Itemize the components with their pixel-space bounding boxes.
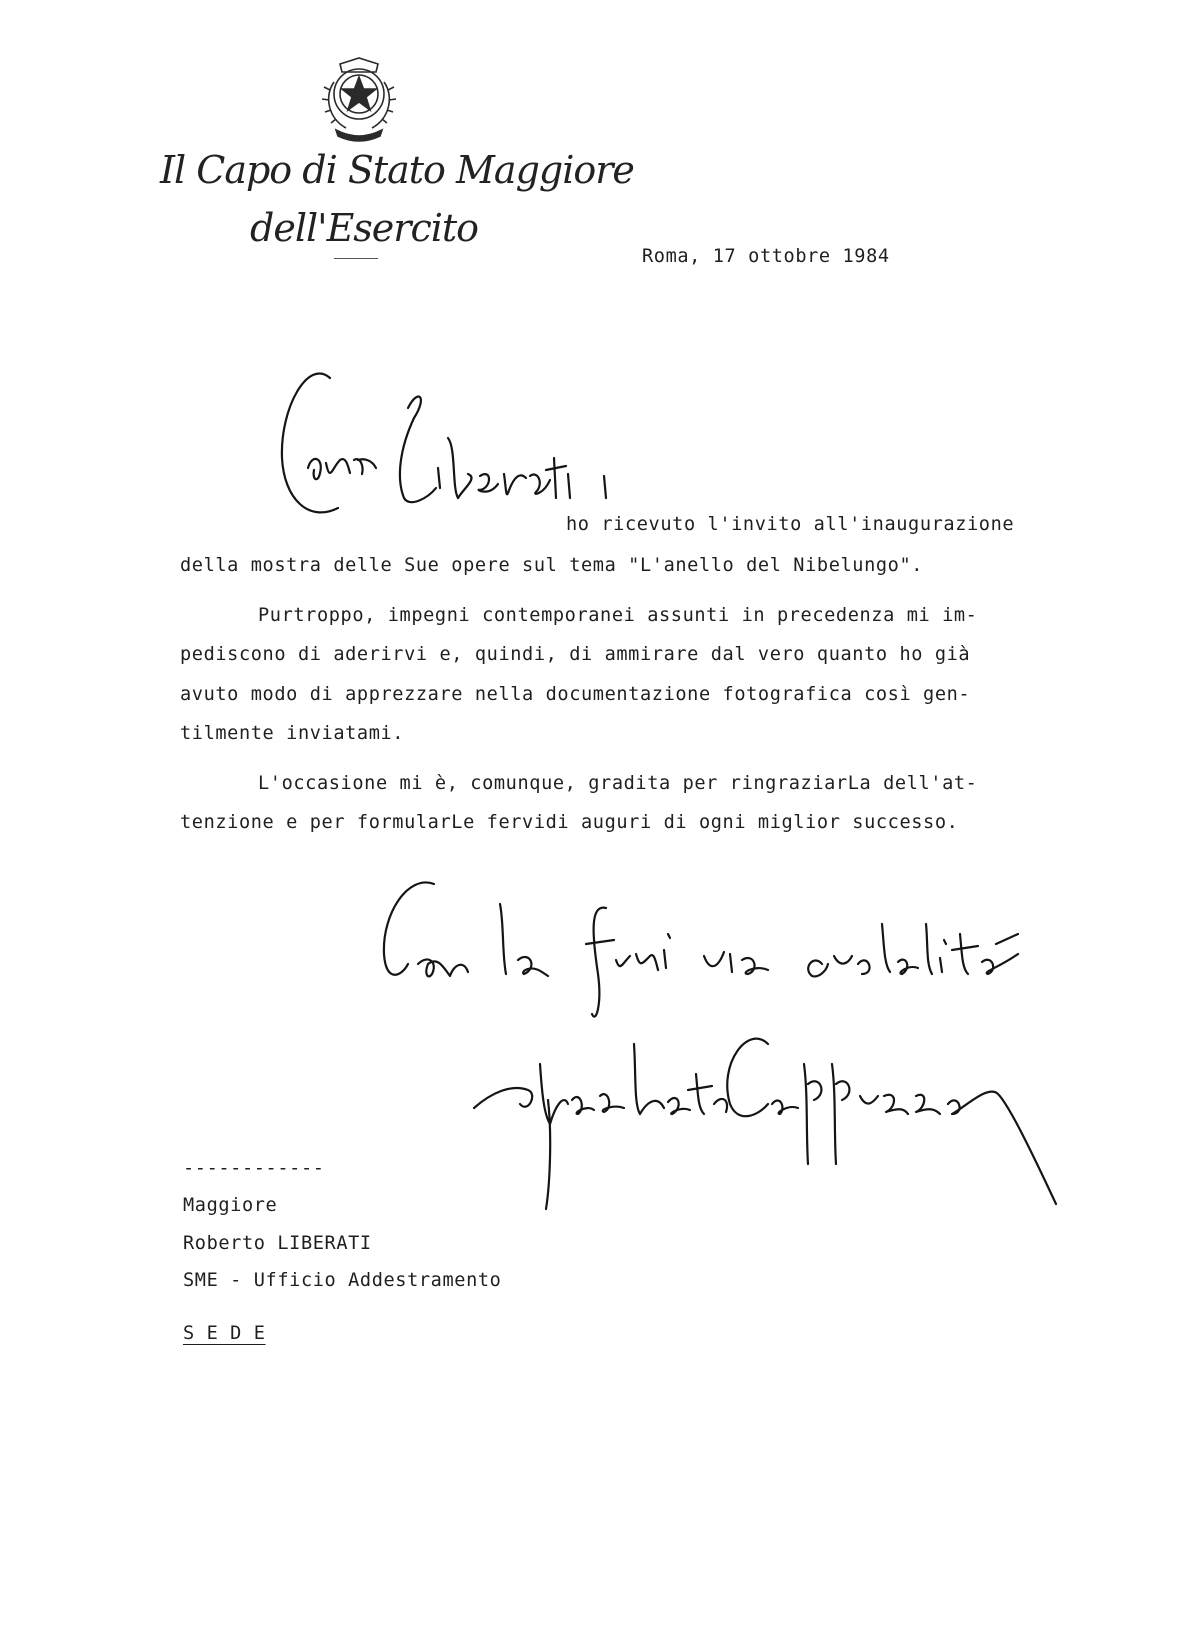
body-p2-line3: avuto modo di apprezzare nella documentazione fotografica così gen- xyxy=(180,684,971,705)
recipient-office: SME - Ufficio Addestramento xyxy=(183,1270,502,1291)
handwritten-closing xyxy=(378,864,1038,1024)
body-p1-line1: ho ricevuto l'invito all'inaugurazione xyxy=(566,514,1015,535)
republic-emblem-icon xyxy=(318,52,400,144)
recipient-rank: Maggiore xyxy=(183,1195,278,1216)
letter-date: Roma, 17 ottobre 1984 xyxy=(642,246,890,267)
letterhead-title: Il Capo di Stato Maggiore xyxy=(160,148,634,192)
letterhead-subtitle: dell'Esercito xyxy=(250,206,479,250)
body-p2-line4: tilmente inviatami. xyxy=(180,723,405,744)
body-p3-line1: L'occasione mi è, comunque, gradita per ringraziarLa dell'at- xyxy=(258,773,978,794)
body-p2-line2: pediscono di aderirvi e, quindi, di ammirare dal vero quanto ho già xyxy=(180,644,971,665)
recipient-location: S E D E xyxy=(183,1323,266,1344)
body-p3-line2: tenzione e per formularLe fervidi auguri di ogni miglior successo. xyxy=(180,812,959,833)
letterhead-rule xyxy=(334,258,378,259)
handwritten-signature xyxy=(468,1004,1068,1219)
body-p2-line1: Purtroppo, impegni contemporanei assunti in precedenza mi im- xyxy=(258,605,978,626)
handwritten-salutation xyxy=(268,348,628,538)
recipient-separator: ------------ xyxy=(183,1158,325,1179)
body-p1-line2: della mostra delle Sue opere sul tema "L'anello del Nibelungo". xyxy=(180,555,924,576)
recipient-name: Roberto LIBERATI xyxy=(183,1233,372,1254)
